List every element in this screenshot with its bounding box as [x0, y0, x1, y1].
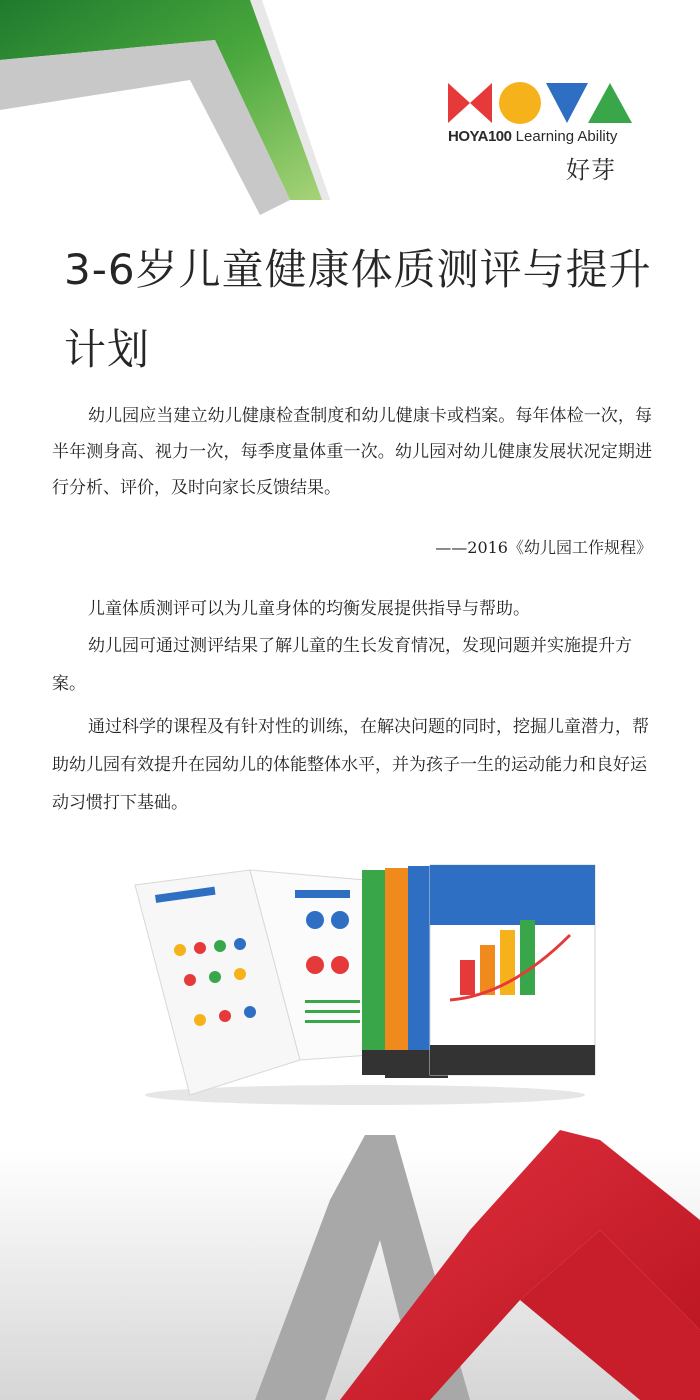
- quote-source: ——2016《幼儿园工作规程》: [435, 538, 652, 557]
- body-paragraph: 儿童体质测评可以为儿童身体的均衡发展提供指导与帮助。: [88, 599, 530, 619]
- regulation-quote: 幼儿园应当建立幼儿健康检查制度和幼儿健康卡或档案。每年体检一次，每半年测身高、视力一次，每季度量体重一次。幼儿园对幼儿健康发展状况定期进行分析、评价，及时向家长反馈结果。: [52, 406, 652, 498]
- logo-brand-bold: HOYA100: [448, 128, 512, 145]
- logo-brand-light: Learning Ability: [511, 128, 618, 145]
- body-paragraph: 幼儿园可通过测评结果了解儿童的生长发育情况，发现问题并实施提升方案。: [52, 636, 632, 694]
- page-title: 3-6岁儿童健康体质测评与提升计划: [64, 245, 652, 374]
- body-paragraph: 通过科学的课程及有针对性的训练，在解决问题的同时，挖掘儿童潜力，帮助幼儿园有效提升在园幼儿的体能整体水平，并为孩子一生的运动能力和良好运动习惯打下基础。: [52, 717, 649, 813]
- logo-chinese-name: 好芽: [566, 156, 616, 184]
